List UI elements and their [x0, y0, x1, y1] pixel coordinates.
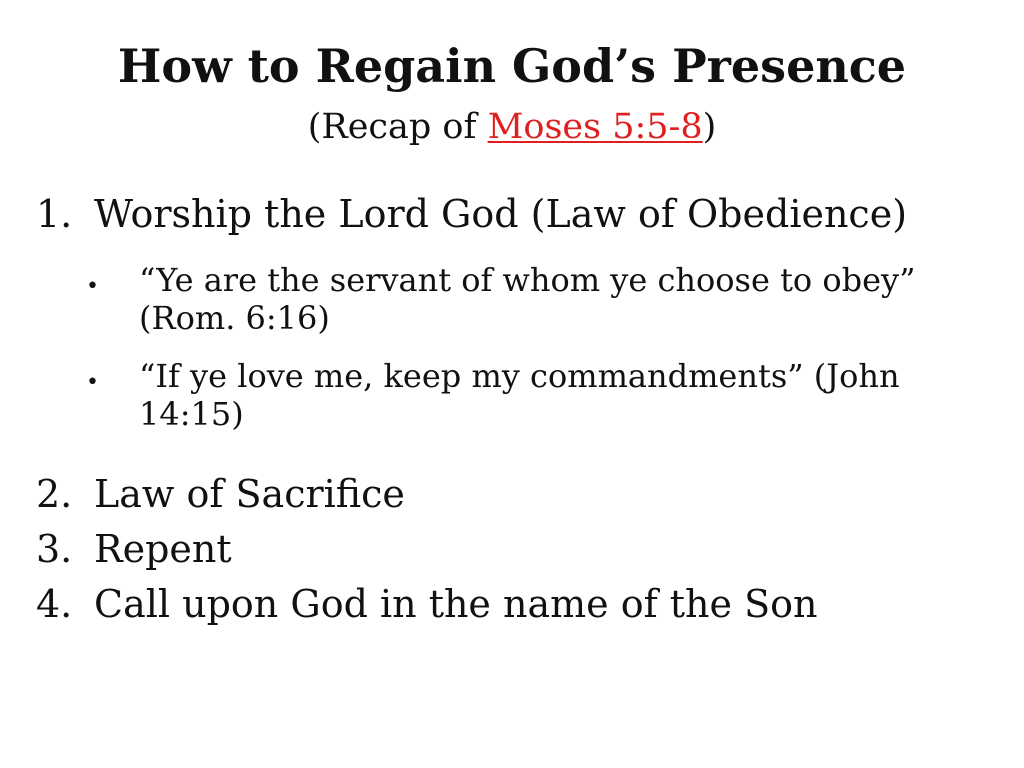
- list-item-text: Repent: [94, 527, 232, 571]
- scripture-reference-link[interactable]: Moses 5:5-8: [487, 107, 703, 147]
- slide-subtitle: [0, 106, 1024, 148]
- sub-bullet-2: [86, 358, 986, 434]
- sub-bullet-text: “If ye love me, keep my commandments” (John 14:15): [139, 357, 900, 433]
- list-item-4: [36, 582, 817, 628]
- list-item-number: 2.: [36, 472, 73, 516]
- sub-bullet-1: [86, 262, 986, 338]
- bullet-marker: •: [86, 370, 99, 395]
- list-item-number: 3.: [36, 527, 73, 571]
- list-item-number: 1.: [36, 192, 73, 236]
- list-item-text: Call upon God in the name of the Son: [94, 582, 818, 626]
- sub-bullet-text: “Ye are the servant of whom ye choose to obey” (Rom. 6:16): [139, 261, 916, 337]
- slide-title: How to Regain God’s Presence: [117, 39, 907, 93]
- subtitle-suffix: ): [702, 107, 717, 147]
- list-item-1: [36, 192, 907, 238]
- list-item-number: 4.: [36, 582, 73, 626]
- list-item-text: Law of Sacrifice: [94, 472, 405, 516]
- bullet-marker: •: [86, 274, 99, 299]
- subtitle-prefix: (Recap of: [307, 107, 488, 147]
- list-item-2: [36, 472, 405, 518]
- list-item-text: Worship the Lord God (Law of Obedience): [94, 192, 908, 236]
- list-item-3: [36, 527, 232, 573]
